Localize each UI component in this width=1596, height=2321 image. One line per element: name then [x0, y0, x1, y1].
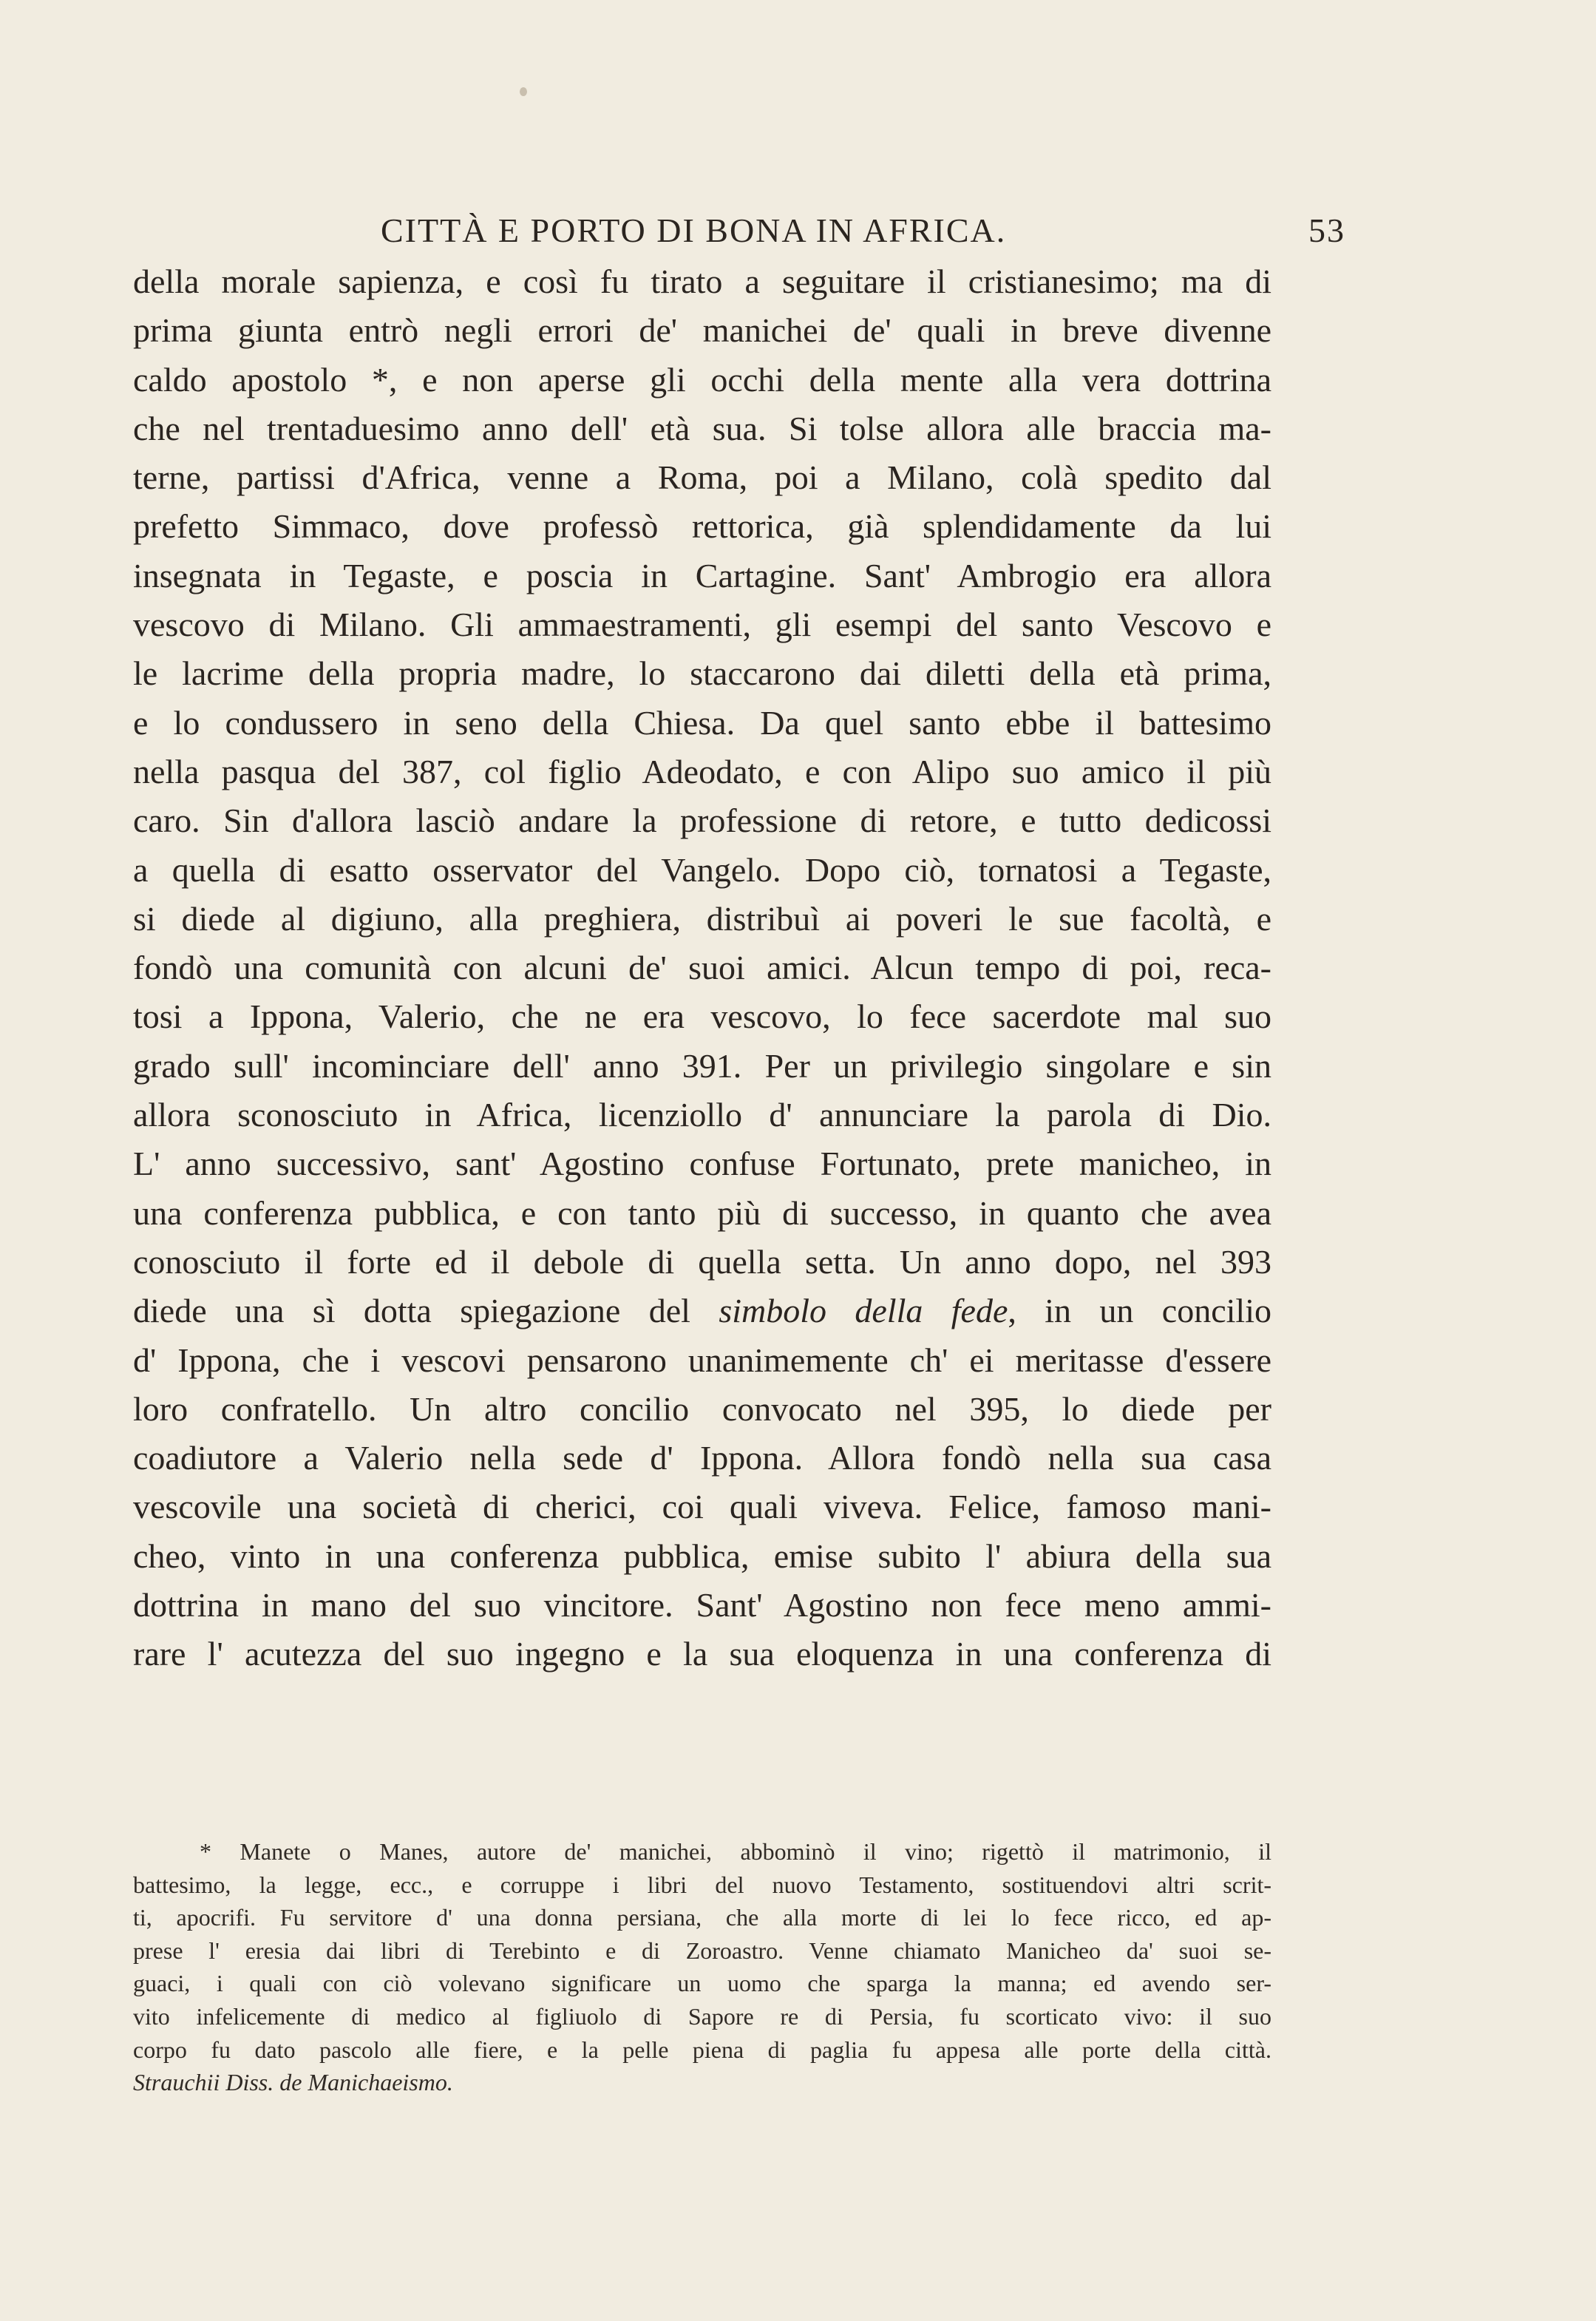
text-line: si diede al digiuno, alla preghiera, distribuì ai poveri le sue facoltà, e [133, 899, 1271, 938]
footnote-line: ti, apocrifi. Fu servitore d' una donna persiana, che alla morte di lei lo fece ricco, ed ap- [133, 1904, 1271, 1931]
text-line: a quella di esatto osservator del Vangelo. Dopo ciò, tornatosi a Tegaste, [133, 850, 1271, 889]
footnote-line: corpo fu dato pascolo alle fiere, e la pelle piena di paglia fu appesa alle porte della città. [133, 2036, 1271, 2063]
text-line: caro. Sin d'allora lasciò andare la professione di retore, e tutto dedicossi [133, 802, 1271, 840]
footnote-citation: Strauchii Diss. de Manichaeismo. [133, 2069, 453, 2096]
text-line: allora sconosciuto in Africa, licenziollo d' annunciare la parola di Dio. [133, 1096, 1271, 1134]
running-header [133, 211, 1401, 255]
footnote-line: guaci, i quali con ciò volevano significare un uomo che sparga la manna; ed avendo ser- [133, 1970, 1271, 1997]
text-line: della morale sapienza, e così fu tirato a seguitare il cristianesimo; ma di [133, 262, 1271, 300]
text-line: le lacrime della propria madre, lo staccarono dai diletti della età prima, [133, 654, 1271, 693]
text-line: prima giunta entrò negli errori de' manichei de' quali in breve divenne [133, 311, 1271, 350]
footnote-line: battesimo, la legge, ecc., e corruppe i libri del nuovo Testamento, sostituendovi altri scrit- [133, 1871, 1271, 1898]
footnote-line: prese l' eresia dai libri di Terebinto e di Zoroastro. Venne chiamato Manicheo da' suoi se- [133, 1937, 1271, 1964]
text-line: loro confratello. Un altro concilio convocato nel 395, lo diede per [133, 1389, 1271, 1428]
paper-speck [520, 87, 527, 96]
text-line: vescovile una società di cherici, coi quali viveva. Felice, famoso mani- [133, 1488, 1271, 1526]
running-title: CITTÀ E PORTO DI BONA IN AFRICA. [381, 211, 1007, 249]
text-line: terne, partissi d'Africa, venne a Roma, poi a Milano, colà spedito dal [133, 458, 1271, 497]
text-line: vescovo di Milano. Gli ammaestramenti, gli esempi del santo Vescovo e [133, 606, 1271, 644]
text-line: nella pasqua del 387, col figlio Adeodato, e con Alipo suo amico il più [133, 752, 1271, 790]
text-line: L' anno successivo, sant' Agostino confuse Fortunato, prete manicheo, in [133, 1145, 1271, 1183]
text-line: caldo apostolo *, e non aperse gli occhi della mente alla vera dottrina [133, 360, 1271, 399]
text-line: che nel trentaduesimo anno dell' età sua. Si tolse allora alle braccia ma- [133, 409, 1271, 447]
main-text [133, 257, 1271, 1679]
text-line: prefetto Simmaco, dove professò rettorica, già splendidamente da lui [133, 507, 1271, 546]
text-line: e lo condussero in seno della Chiesa. Da quel santo ebbe il battesimo [133, 703, 1271, 742]
footnote-line: vito infelicemente di medico al figliuolo di Sapore re di Persia, fu scorticato vivo: il suo [133, 2002, 1271, 2030]
text-line: grado sull' incominciare dell' anno 391. Per un privilegio singolare e sin [133, 1046, 1271, 1085]
page-number: 53 [1308, 211, 1345, 249]
text-line: insegnata in Tegaste, e poscia in Cartagine. Sant' Ambrogio era allora [133, 556, 1271, 594]
text-line: coadiutore a Valerio nella sede d' Ippona. Allora fondò nella sua casa [133, 1439, 1271, 1477]
text-line: conosciuto il forte ed il debole di quella setta. Un anno dopo, nel 393 [133, 1242, 1271, 1281]
footnote-line: * Manete o Manes, autore de' manichei, abbominò il vino; rigettò il matrimonio, il [200, 1838, 1271, 1865]
text-line: fondò una comunità con alcuni de' suoi amici. Alcun tempo di poi, reca- [133, 949, 1271, 987]
text-line: tosi a Ippona, Valerio, che ne era vescovo, lo fece sacerdote mal suo [133, 997, 1271, 1036]
text-line: una conferenza pubblica, e con tanto più di successo, in quanto che avea [133, 1193, 1271, 1232]
text-line: rare l' acutezza del suo ingegno e la sua eloquenza in una conferenza di [133, 1635, 1271, 1673]
footnote [133, 1835, 1271, 2099]
italic-phrase: simbolo della fede [719, 1292, 1008, 1330]
text-line: dottrina in mano del suo vincitore. Sant' Agostino non fece meno ammi- [133, 1586, 1271, 1624]
text-line-with-italic: diede una sì dotta spiegazione del simbolo della fede, in un concilio [133, 1292, 1271, 1330]
text-line: d' Ippona, che i vescovi pensarono unanimemente ch' ei meritasse d'essere [133, 1341, 1271, 1379]
text-line: cheo, vinto in una conferenza pubblica, emise subito l' abiura della sua [133, 1536, 1271, 1575]
